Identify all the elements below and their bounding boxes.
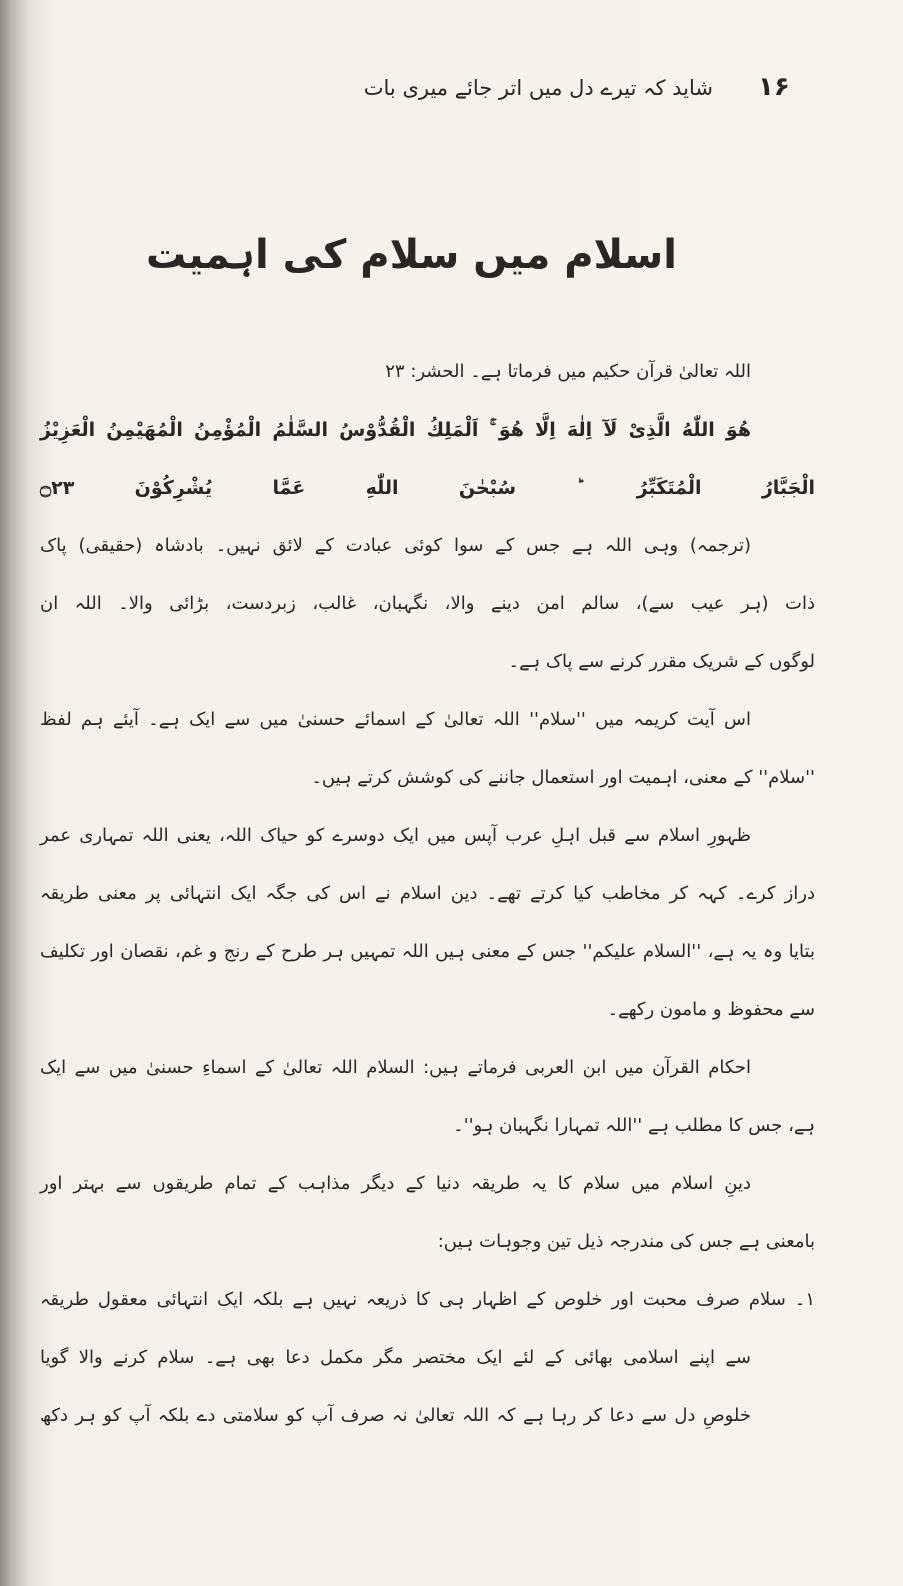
text-line: ہے، جس کا مطلب ہے ''اللہ تمہارا نگہبان ہو''۔ bbox=[453, 1115, 815, 1136]
running-title: شاید کہ تیرے دل میں اتر جائے میری بات bbox=[363, 76, 713, 100]
text-line: ''سلام'' کے معنی، اہمیت اور استعمال جاننے کی کوشش کرتے ہیں۔ bbox=[311, 767, 815, 788]
chapter-title: اسلام میں سلام کی اہمیت bbox=[146, 232, 677, 278]
text-line: اس آیت کریمہ میں ''سلام'' اللہ تعالیٰ کے اسمائے حسنیٰ میں سے ایک ہے۔ آیئے ہم لفظ bbox=[40, 709, 751, 730]
quran-verse-line: هُوَ اللّٰهُ الَّذِیْ لَآ اِلٰهَ اِلَّا هُوَ ۚ اَلْمَلِكُ الْقُدُّوْسُ السَّلٰمُ الْمُؤْمِنُ الْمُهَیْمِنُ الْعَزِیْزُ bbox=[40, 419, 751, 441]
text-line: ۱۔ سلام صرف محبت اور خلوص کے اظہار ہی کا ذریعہ نہیں ہے بلکہ ایک انتہائی معقول طریقہ bbox=[40, 1289, 815, 1310]
text-line: اللہ تعالیٰ قرآن حکیم میں فرماتا ہے۔ الحشر: ۲۳ bbox=[385, 361, 751, 382]
text-line: سے اپنے اسلامی بھائی کے لئے ایک مختصر مگر مکمل دعا بھی ہے۔ سلام کرنے والا گویا bbox=[40, 1347, 751, 1368]
text-line: ظہورِ اسلام سے قبل اہلِ عرب آپس میں ایک دوسرے کو حیاک اللہ، یعنی اللہ تمہاری عمر bbox=[40, 825, 751, 846]
body-text bbox=[40, 357, 815, 1459]
text-line: (ترجمہ) وہی اللہ ہے جس کے سوا کوئی عبادت کے لائق نہیں۔ بادشاہ (حقیقی) پاک bbox=[40, 535, 751, 556]
text-line: ذات (ہر عیب سے)، سالم امن دینے والا، نگہبان، غالب، زبردست، بڑائی والا۔ اللہ ان bbox=[40, 593, 815, 614]
text-line: دراز کرے۔ کہہ کر مخاطب کیا کرتے تھے۔ دین اسلام نے اس کی جگہ ایک انتہائی پر معنی طریقہ bbox=[40, 883, 815, 904]
quran-verse-line: الْجَبَّارُ الْمُتَكَبِّرُ ؕ سُبْحٰنَ اللّٰهِ عَمَّا یُشْرِكُوْنَ ۝۲۳ bbox=[40, 477, 815, 499]
text-line: بتایا وہ یہ ہے، ''السلام علیکم'' جس کے معنی ہیں اللہ تمہیں ہر طرح کے رنج و غم، نقصان اور تکلیف bbox=[40, 941, 815, 962]
page-number: ۱۶ bbox=[758, 72, 790, 102]
text-line: خلوصِ دل سے دعا کر رہا ہے کہ اللہ تعالیٰ نہ صرف آپ کو سلامتی دے بلکہ آپ کو ہر دکھ bbox=[40, 1405, 751, 1426]
text-line: احکام القرآن میں ابن العربی فرماتے ہیں: السلام اللہ تعالیٰ کے اسماءِ حسنیٰ میں سے ایک bbox=[40, 1057, 751, 1078]
text-line: سے محفوظ و مامون رکھے۔ bbox=[607, 999, 815, 1020]
text-line: لوگوں کے شریک مقرر کرنے سے پاک ہے۔ bbox=[508, 651, 815, 672]
text-line: دینِ اسلام میں سلام کا یہ طریقہ دنیا کے دیگر مذاہب کے تمام طریقوں سے بہتر اور bbox=[40, 1173, 751, 1194]
text-line: بامعنی ہے جس کی مندرجہ ذیل تین وجوہات ہیں: bbox=[437, 1231, 815, 1252]
